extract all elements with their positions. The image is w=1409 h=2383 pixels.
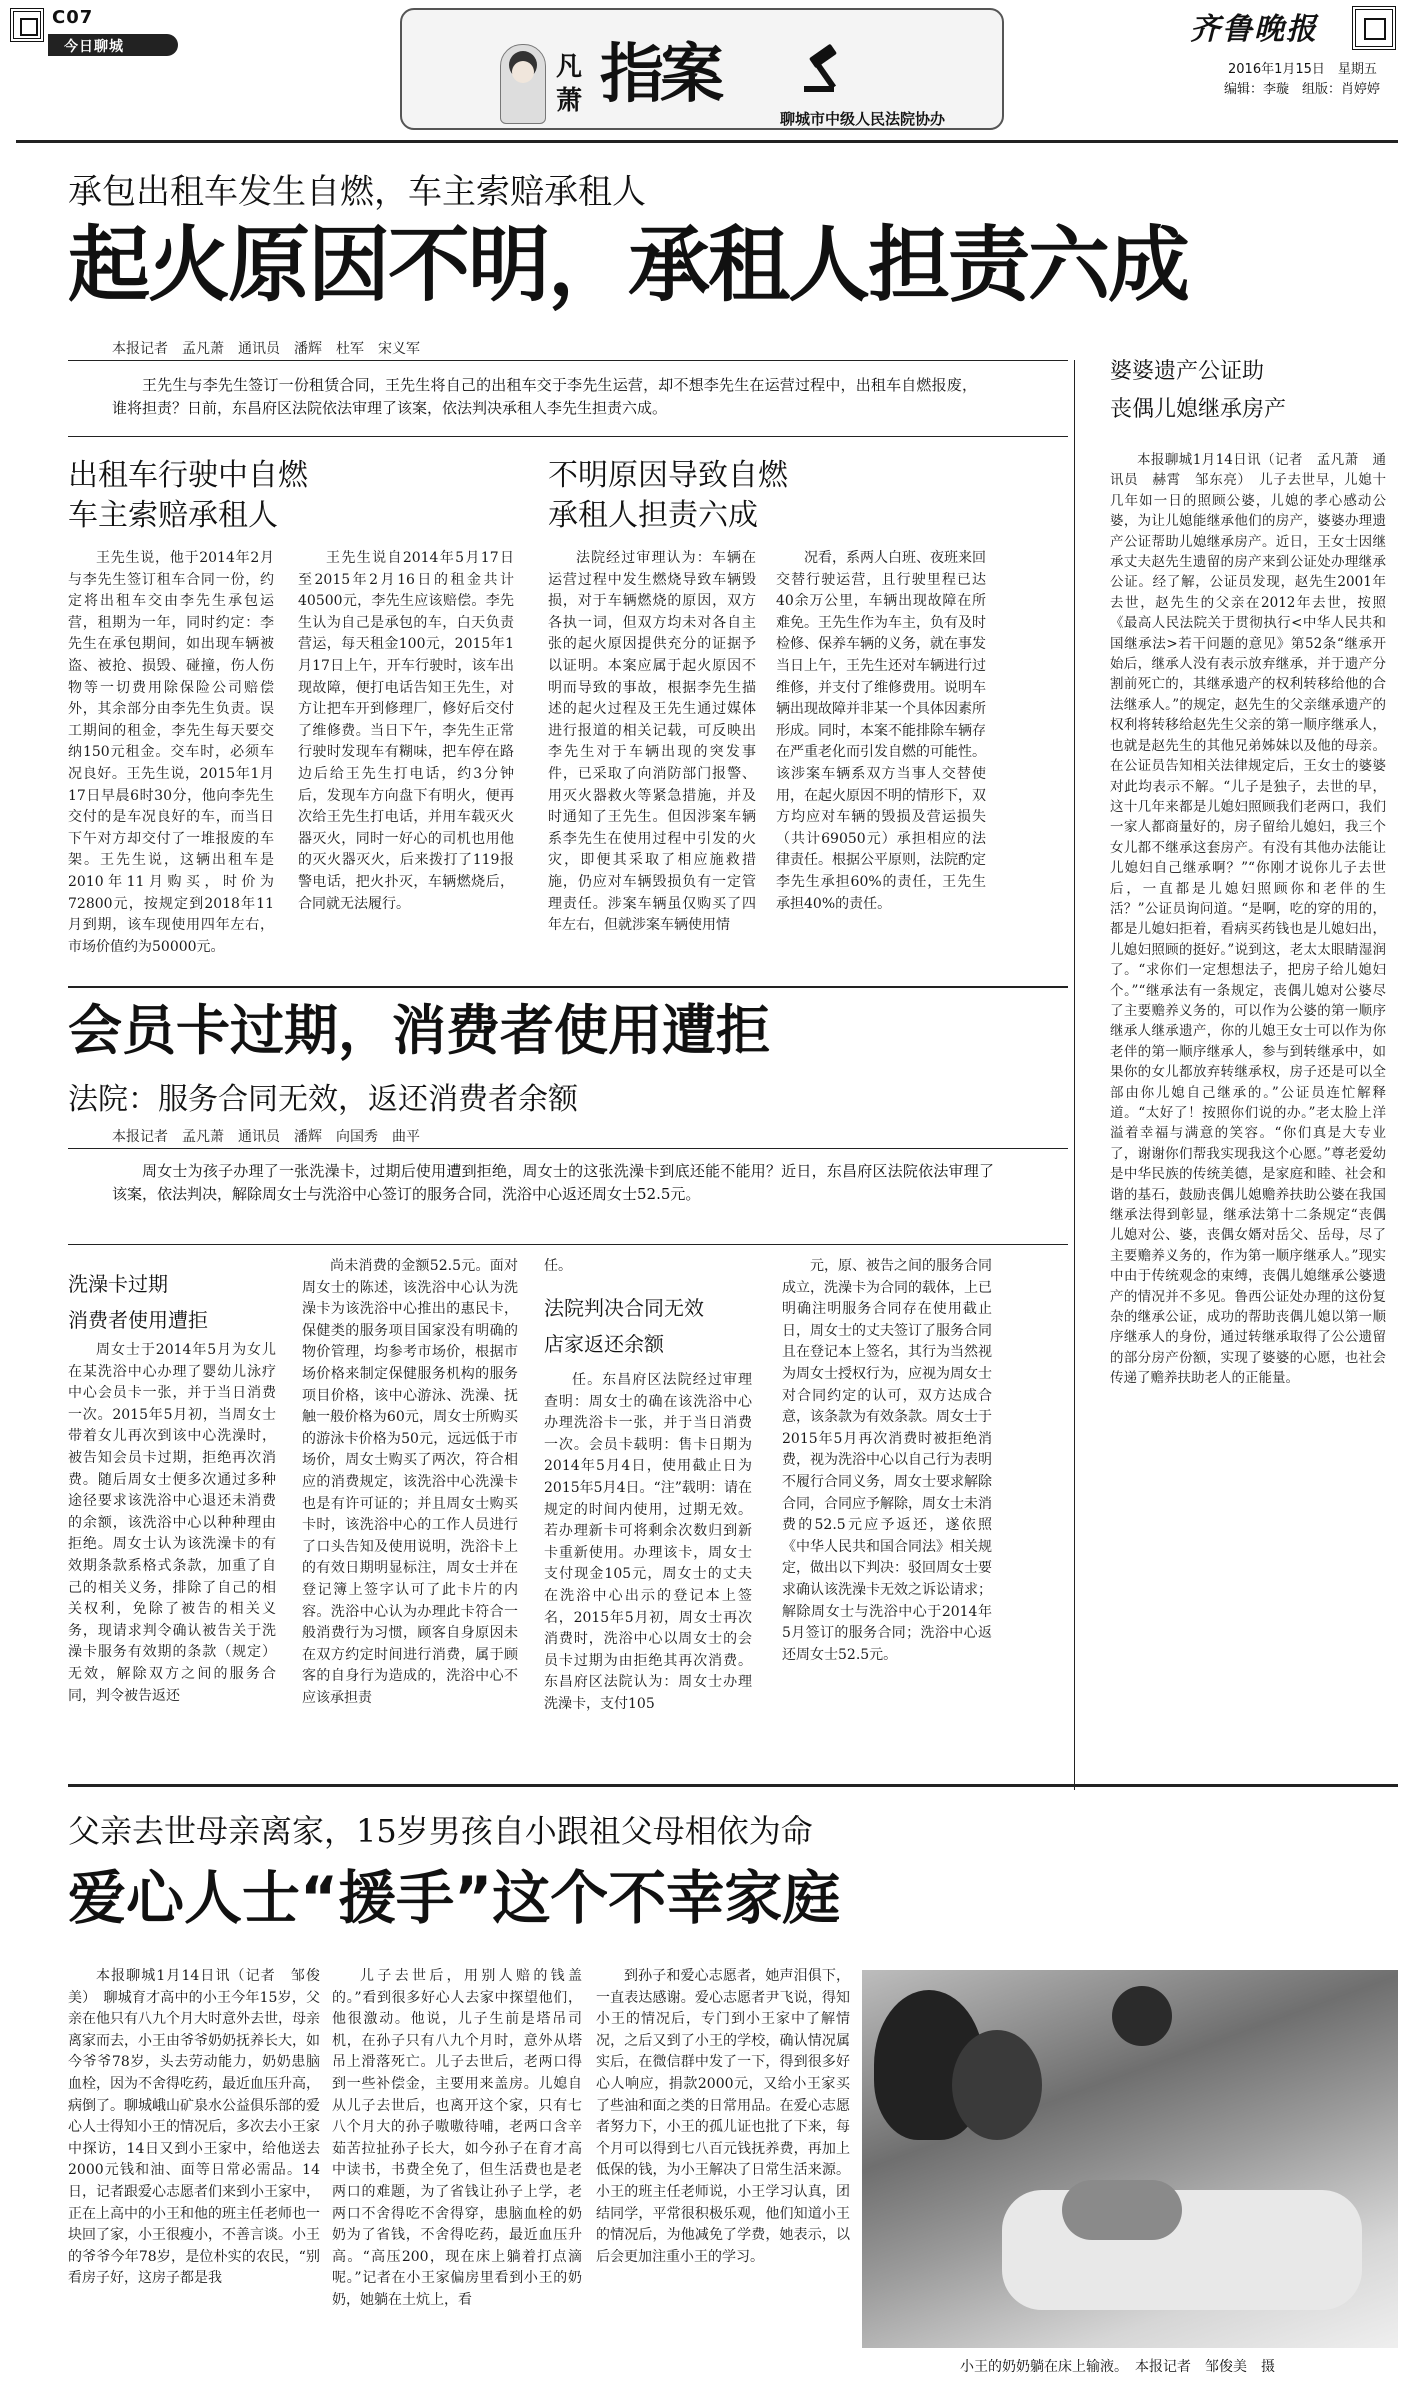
column-name-1: 凡 bbox=[556, 52, 583, 82]
gavel-icon bbox=[800, 42, 852, 94]
story3-kicker: 父亲去世母亲离家，15岁男孩自小跟祖父母相依为命 bbox=[68, 1812, 813, 1850]
story1-column-1: 王先生说，他于2014年2月与李先生签订租车合同一份，约定将出租车交由李先生承包运营，租期为一年，同时约定：李先生在承包期间，如出现车辆被盗、被抢、损毁、碰撞，伤人伤物等一切费用除保险公司赔偿外，其余部分由李先生负责。误工期间的租金，李先生每天要交纳150元租金。交车时，必须车况良好。王先生说，2015年1月17日早晨6时30分，他向李先生交付的是车况良好的车，而当日下午对方却交付了一堆报废的车架。王先生说，这辆出租车是2010年11月购买，时价为72800元，按规定到2018年11月到期，该车现使用四年左右，市场价值约为50000元。 bbox=[68, 550, 274, 955]
story1-column-4: 况看，系两人白班、夜班来回交替行驶运营，且行驶里程已达40余万公里，车辆出现故障在所难免。王先生作为车主，负有及时检修、保养车辆的义务，就在事发当日上午，王先生还对车辆进行过维修，并支付了维修费用。说明车辆出现故障并非某一个具体因素所形成。同时，本案不能排除车辆存在严重老化而引发自燃的可能性。该涉案车辆系双方当事人交替使用，在起火原因不明的情形下，双方均应对车辆的毁损及营运损失（共计69050元）承担相应的法律责任。根据公平原则，法院酌定李先生承担60%的责任，王先生承担40%的责任。 bbox=[776, 550, 986, 912]
story2-lead-rule-top bbox=[68, 1148, 1068, 1149]
issue-date: 2016年1月15日 星期五 bbox=[1228, 62, 1377, 77]
columnist-portrait bbox=[500, 44, 546, 124]
story1-lead: 王先生与李先生签订一份租赁合同，王先生将自己的出租车交于李先生运营，却不想李先生在运营过程中，出租车自燃报废，谁将担责？日前，东昌府区法院依法审理了该案，依法判决承租人李先生担责六成。 bbox=[112, 376, 977, 417]
story3-column-1: 本报聊城1月14日讯（记者 邹俊美） 聊城育才高中的小王今年15岁，父亲在他只有八九个月大时意外去世，母亲离家而去，小王由爷爷奶奶抚养长大，如今爷爷78岁，头去劳动能力，奶奶患脑血栓，因为不舍得吃药，最近血压升高，病倒了。聊城峨山矿泉水公益俱乐部的爱心人士得知小王的情况后，多次去小王家中探访，14日又到小王家中，给他送去2000元钱和油、面等日常必需品。14日，记者跟爱心志愿者们来到小王家中，正在上高中的小王和他的班主任老师也一块回了家，小王很瘦小，不善言谈。小王的爷爷今年78岁，是位朴实的农民，“别看房子好，这房子都是我 bbox=[68, 1968, 320, 2287]
story2-kicker: 法院：服务合同无效，返还消费者余额 bbox=[68, 1082, 578, 1117]
story1-lead-rule-top bbox=[68, 360, 1068, 361]
column-title: 指案 bbox=[600, 37, 720, 112]
story3-headline: 爱心人士“援手”这个不幸家庭 bbox=[68, 1864, 841, 1932]
story2-column-1: 周女士于2014年5月为女儿在某洗浴中心办理了婴幼儿泳疗中心会员卡一张，并于当日消费一次。2015年5月初，当周女士带着女儿再次到该中心洗澡时，被告知会员卡过期，拒绝再次消费。随后周女士便多次通过多种途径要求该洗浴中心退还未消费的余额，该洗浴中心以种种理由拒绝。周女士认为该洗澡卡的有效期条款系格式条款，加重了自己的相关义务，排除了自己的相关权利，免除了被告的相关义务，现请求判令确认被告关于洗澡卡服务有效期的条款（规定）无效，解除双方之间的服务合同，判令被告返还 bbox=[68, 1342, 276, 1704]
story2-sub1-line2: 消费者使用遭拒 bbox=[68, 1308, 208, 1332]
story1-bottom-rule bbox=[68, 986, 1068, 988]
partner-label: 聊城市中级人民法院协办 bbox=[780, 110, 946, 128]
paper-logo: 齐鲁晚报 bbox=[1190, 12, 1318, 47]
sidebar-title-line1: 婆婆遗产公证助 bbox=[1110, 359, 1265, 384]
story1-column-2: 王先生说自2014年5月17日至2015年2月16日的租金共计40500元，李先生应该赔偿。李先生认为自己是承包的车，白天负责营运，每天租金100元，2015年1月17日上午，开车行驶时，该车出现故障，便打电话告知王先生，对方让把车开到修理厂，修好后交付了维修费。当日下午，李先生正常行驶时发现车有糊味，把车停在路边后给王先生打电话，约3分钟后，发现车方向盘下有明火，便再次给王先生打电话，并用车载灭火器灭火，同时一好心的司机也用他的灭火器灭火，后来拨打了119报警电话，把火扑灭，车辆燃烧后，合同就无法履行。 bbox=[298, 550, 514, 912]
story2-bottom-rule bbox=[68, 1784, 1398, 1787]
section-label: 今日聊城 bbox=[64, 39, 124, 55]
story1-kicker: 承包出租车发生自燃，车主索赔承租人 bbox=[68, 172, 646, 212]
story1-sub1-line1: 出租车行驶中自燃 bbox=[68, 458, 308, 493]
story1-sub2-line1: 不明原因导致自燃 bbox=[548, 458, 788, 493]
story3-column-2: 儿子去世后，用别人赔的钱盖的。”看到很多好心人去家中探望他们，他很激动。他说，儿子生前是塔吊司机，在孙子只有八九个月时，意外从塔吊上滑落死亡。儿子去世后，老两口得到一些补偿金，主要用来盖房。儿媳自从儿子去世后，也离开这个家，只有七八个月大的孙子嗷嗷待哺，老两口含辛茹苦拉扯孙子长大，如今孙子在育才高中读书，书费全免了，但生活费也是老两口的难题，为了省钱让孙子上学，老两口不舍得吃不舍得穿，患脑血栓的奶奶为了省钱，不舍得吃药，最近血压升高。“高压200，现在床上躺着打点滴呢。”记者在小王家偏房里看到小王的奶奶，她躺在土炕上，看 bbox=[332, 1968, 582, 2308]
story2-headline: 会员卡过期，消费者使用遭拒 bbox=[68, 999, 770, 1062]
page-number: C07 bbox=[52, 7, 94, 28]
story2-sub2-line1: 法院判决合同无效 bbox=[544, 1296, 704, 1320]
sidebar-title-line2: 丧偶儿媳继承房产 bbox=[1110, 397, 1287, 422]
story1-sub1-line2: 车主索赔承租人 bbox=[68, 498, 278, 533]
story2-sub2-line2: 店家返还余额 bbox=[544, 1332, 664, 1356]
story1-byline: 本报记者 孟凡萧 通讯员 潘辉 杜军 宋义军 bbox=[112, 341, 420, 357]
left-ornament-icon bbox=[10, 8, 44, 42]
story3-photo bbox=[862, 1970, 1398, 2348]
story1-column-3: 法院经过审理认为：车辆在运营过程中发生燃烧导致车辆毁损，对于车辆燃烧的原因，双方各执一词，但双方均未对各自主张的起火原因提供充分的证据予以证明。本案应属于起火原因不明而导致的事故，根据李先生描述的起火过程及王先生通过媒体进行报道的相关记载，可反映出李先生对于车辆出现的突发事件，已采取了向消防部门报警、用灭火器救火等紧急措施，并及时通知了王先生。但因涉案车辆系李先生在使用过程中引发的火灾，即便其采取了相应施救措施，仍应对车辆毁损负有一定管理责任。涉案车辆虽仅购买了四年左右，但就涉案车辆使用情 bbox=[548, 550, 756, 934]
story3-column-3: 到孙子和爱心志愿者，她声泪俱下，一直表达感谢。爱心志愿者尹飞说，得知小王的情况后，专门到小王家中了解情况，之后又到了小王的学校，确认情况属实后，在微信群中发了一下，得到很多好心人响应，捐款2000元，又给小王家买了些油和面之类的日常用品。在爱心志愿者努力下，小王的孤儿证也批了下来，每个月可以得到七八百元钱抚养费，再加上低保的钱，为小王解决了日常生活来源。小王的班主任老师说，小王学习认真，团结同学，平常很积极乐观，他们知道小王的情况后，为他减免了学费，她表示，以后会更加注重小王的学习。 bbox=[596, 1968, 850, 2265]
sidebar-divider bbox=[1074, 360, 1075, 1790]
story2-lead-rule-bottom bbox=[68, 1244, 1068, 1245]
photo-caption: 小王的奶奶躺在床上输液。 本报记者 邹俊美 摄 bbox=[960, 2359, 1275, 2375]
story2-column-4: 元，原、被告之间的服务合同成立，洗澡卡为合同的载体，上已明确注明服务合同存在使用截止日，周女士的丈夫签订了服务合同且在登记本上签名，其行为当然视为周女士授权行为，应视为周女士对合同约定的认可，双方达成合意，该条款为有效条款。周女士于2015年5月再次消费时被拒绝消费，视为洗浴中心以自己行为表明不履行合同义务，周女士要求解除合同，合同应予解除，周女士未消费的52.5元应予返还，遂依照《中华人民共和国合同法》相关规定，做出以下判决：驳回周女士要求确认该洗澡卡无效之诉讼请求；解除周女士与洗浴中心于2014年5月签订的服务合同；洗浴中心返还周女士52.5元。 bbox=[782, 1258, 992, 1663]
masthead bbox=[0, 0, 1409, 146]
editor-credits: 编辑：李璇 组版：肖婷婷 bbox=[1224, 82, 1381, 97]
story1-lead-rule-bottom bbox=[68, 436, 1068, 437]
story2-column-3a: 任。 bbox=[544, 1258, 572, 1274]
story2-lead: 周女士为孩子办理了一张洗澡卡，过期后使用遭到拒绝，周女士的这张洗澡卡到底还能不能用？近日，东昌府区法院依法审理了该案，依法判决，解除周女士与洗浴中心签订的服务合同，洗浴中心返还周女士52.5元。 bbox=[112, 1162, 994, 1203]
right-ornament-icon bbox=[1352, 6, 1396, 50]
column-name-2: 萧 bbox=[556, 86, 583, 116]
story1-sub2-line2: 承租人担责六成 bbox=[548, 498, 758, 533]
masthead-rule bbox=[16, 140, 1398, 143]
sidebar-text: 本报聊城1月14日讯（记者 孟凡萧 通讯员 赫霄 邹东亮） 儿子去世早，儿媳十几年如一日的照顾公婆，儿媳的孝心感动公婆，为让儿媳能继承他们的房产，婆婆办理遗产公证帮助儿媳继承房产。近日，王女士因继承丈夫赵先生遗留的房产来到公证处办理继承公证。经了解，公证员发现，赵先生2001年去世，赵先生的父亲在2012年去世，按照《最高人民法院关于贯彻执行<中华人民共和国继承法>若干问题的意见》第52条“继承开始后，继承人没有表示放弃继承，并于遗产分割前死亡的，其继承遗产的权利转移给他的合法继承人。”的规定，赵先生的父亲继承遗产的权利将转移给赵先生父亲的第一顺序继承人，也就是赵先生的其他兄弟姊妹以及他的母亲。在公证员告知相关法律规定后，王女士的婆婆对此均表示不解。“儿子是独子，去世的早，这十几年来都是儿媳妇照顾我们老两口，我们一家人都商量好的，房子留给儿媳妇，我三个女儿都不继承这套房产。有没有其他办法能让儿媳妇自己继承啊？”“你刚才说你儿子去世后，一直都是儿媳妇照顾你和老伴的生活？”公证员询问道。“是啊，吃的穿的用的，都是儿媳妇拒着，看病买药钱也是儿媳妇出，儿媳妇照顾的挺好。”说到这，老太太眼睛湿润了。“求你们一定想想法子，把房子给儿媳妇个。”“继承法有一条规定，丧偶儿媳对公婆尽了主要赡养义务的，可以作为公婆的第一顺序继承人继承遗产，你的儿媳王女士可以作为你老伴的第一顺序继承人，参与到转继承中，如果你的女儿都放弃转继承权，房子还是可以全部由你儿媳自己继承的。”公证员连忙解释道。“太好了！按照你们说的办。”老太脸上洋溢着幸福与满意的笑容。“你们真是大专业了，谢谢你们帮我实现我这个心愿。”尊老爱幼是中华民族的传统美德，是家庭和睦、社会和谐的基石，鼓励丧偶儿媳赡养扶助公婆在我国继承法得到彰显，继承法第十二条规定“丧偶儿媳对公、婆，丧偶女婿对岳父、岳母，尽了主要赡养义务的，作为第一顺序继承人。”现实中由于传统观念的束缚，丧偶儿媳继承公婆遗产的情况并不多见。鲁西公证处办理的这份复杂的继承公证，成功的帮助丧偶儿媳以第一顺序继承人的身份，通过转继承取得了公公遗留的部分房产份额，实现了婆婆的心愿，也社会传递了赡养扶助老人的正能量。 bbox=[1110, 452, 1386, 1387]
story2-byline: 本报记者 孟凡萧 通讯员 潘辉 向国秀 曲平 bbox=[112, 1129, 420, 1145]
story2-sub1-line1: 洗澡卡过期 bbox=[68, 1272, 168, 1296]
story1-headline: 起火原因不明，承租人担责六成 bbox=[68, 218, 1189, 313]
story2-column-3: 任。东昌府区法院经过审理查明：周女士的确在该洗浴中心办理洗浴卡一张，并于当日消费一次。会员卡载明：售卡日期为2014年5月4日，使用截止日为2015年5月4日。“注”载明：请在规定的时间内使用，过期无效。若办理新卡可将剩余次数归到新卡重新使用。办理该卡，周女士支付现金105元，周女士的丈夫在洗浴中心出示的登记本上签名，2015年5月初，周女士再次消费时，洗浴中心以周女士的会员卡过期为由拒绝其再次消费。东昌府区法院认为：周女士办理洗澡卡，支付105 bbox=[544, 1372, 752, 1712]
story2-column-2: 尚未消费的金额52.5元。面对周女士的陈述，该洗浴中心认为洗澡卡为该洗浴中心推出的惠民卡，保健类的服务项目国家没有明确的物价管理，均参考市场价，根据市场价格来制定保健服务机构的服务项目价格，该中心游泳、洗澡、抚触一般价格为60元，周女士所购买的游泳卡价格为50元，远远低于市场价，周女士购买了两次，符合相应的消费规定，该洗浴中心洗澡卡也是有许可证的；并且周女士购买卡时，该洗浴中心的工作人员进行了口头告知及使用说明，洗浴卡上的有效日期明显标注，周女士并在登记簿上签字认可了此卡片的内容。洗浴中心认为办理此卡符合一般消费行为习惯，顾客自身原因未在双方约定时间进行消费，属于顾客的自身行为造成的，洗浴中心不应该承担责 bbox=[302, 1258, 518, 1706]
